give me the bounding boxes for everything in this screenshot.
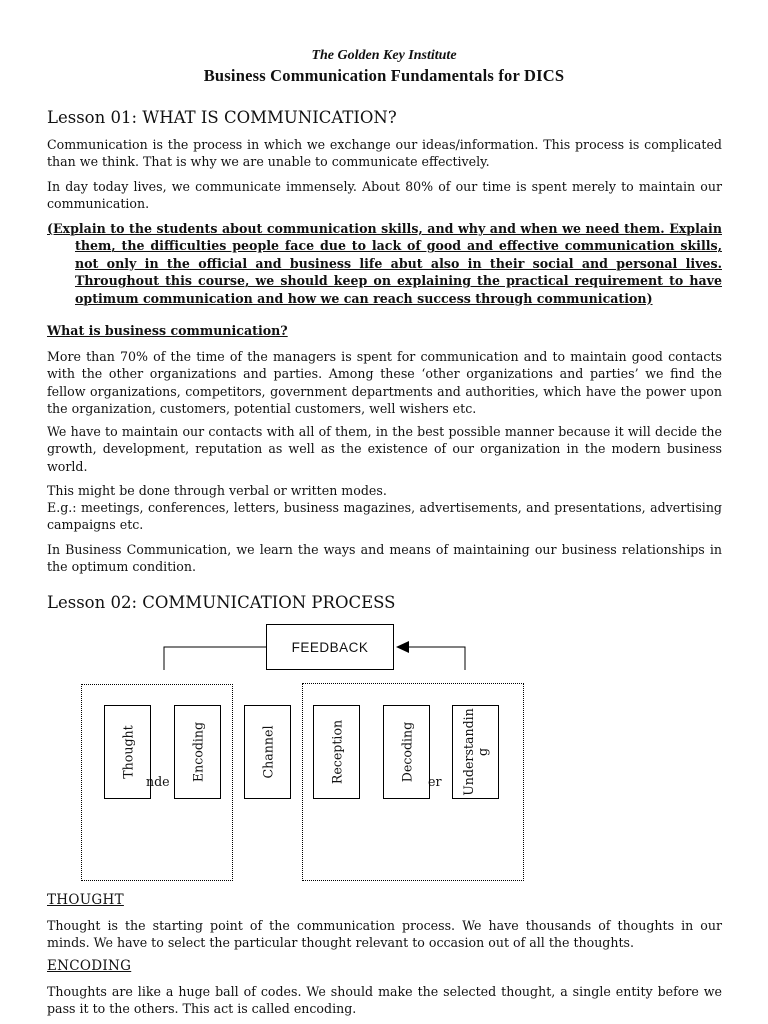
- paragraph-business-communication-purpose: In Business Communication, we learn the ways and means of maintaining our business relationships in the optimum condition.: [47, 542, 722, 575]
- step-understanding: [452, 705, 499, 799]
- receiver-label-fragment: er: [428, 774, 442, 789]
- step-reception: [313, 705, 360, 799]
- teacher-instruction: (Explain to the students about communication skills, and why and when we need them. Explain them, the difficulties people face due to lack of good and effective communication skills, not only in the official and business life abut also in their social and personal lives. Throughout this course, we should keep on explaining the practical requirement to have optimum communication and how we can reach success through communication): [47, 221, 722, 306]
- encoding-paragraph: Thoughts are like a huge ball of codes. We should make the selected thought, a single entity before we pass it to the others. This act is called encoding.: [47, 984, 722, 1017]
- step-reception-label: Reception: [329, 719, 344, 785]
- step-thought-label: Thought: [120, 725, 135, 779]
- step-understanding-label: Understandin g: [460, 708, 490, 796]
- paragraph-modes: This might be done through verbal or written modes.: [47, 483, 387, 498]
- thought-heading: THOUGHT: [47, 892, 124, 908]
- paragraph-examples: E.g.: meetings, conferences, letters, business magazines, advertisements, and presentations, advertising campaigns etc.: [47, 500, 722, 533]
- document-title: Business Communication Fundamentals for DICS: [203, 66, 565, 85]
- lesson-01-heading: Lesson 01: WHAT IS COMMUNICATION?: [47, 108, 397, 127]
- business-communication-subheading: What is business communication?: [47, 323, 288, 338]
- step-encoding: [174, 705, 221, 799]
- step-thought: [104, 705, 151, 799]
- encoding-heading: ENCODING: [47, 958, 132, 974]
- paragraph-managers-time: More than 70% of the time of the managers is spent for communication and to maintain good contacts with the other organizations and parties. Among these ‘other organizations and parties’ we find the fellow organizations, competitors, government departments and authorities, which have the power upon the organization, customers, potential customers, well wishers etc.: [47, 349, 722, 417]
- step-channel: [244, 705, 291, 799]
- thought-paragraph: Thought is the starting point of the communication process. We have thousands of thoughts in our minds. We have to select the particular thought relevant to occasion out of all the thoughts.: [47, 918, 722, 951]
- paragraph-maintain-contacts: We have to maintain our contacts with all of them, in the best possible manner because it will decide the growth, development, reputation as well as the existence of our organization in the modern business world.: [47, 424, 722, 474]
- feedback-arrowhead: [396, 641, 409, 653]
- step-channel-label: Channel: [260, 725, 275, 779]
- step-encoding-label: Encoding: [190, 721, 205, 783]
- step-decoding-label: Decoding: [399, 721, 414, 783]
- step-decoding: [383, 705, 430, 799]
- sender-label-fragment: nde: [146, 774, 170, 789]
- paragraph-daily-communication: In day today lives, we communicate immensely. About 80% of our time is spent merely to maintain our communication.: [47, 179, 722, 212]
- feedback-box: FEEDBACK: [266, 624, 394, 670]
- lesson-02-heading: Lesson 02: COMMUNICATION PROCESS: [47, 593, 396, 612]
- paragraph-definition: Communication is the process in which we exchange our ideas/information. This process is complicated than we think. That is why we are unable to communicate effectively.: [47, 137, 722, 170]
- institute-name: The Golden Key Institute: [311, 48, 457, 63]
